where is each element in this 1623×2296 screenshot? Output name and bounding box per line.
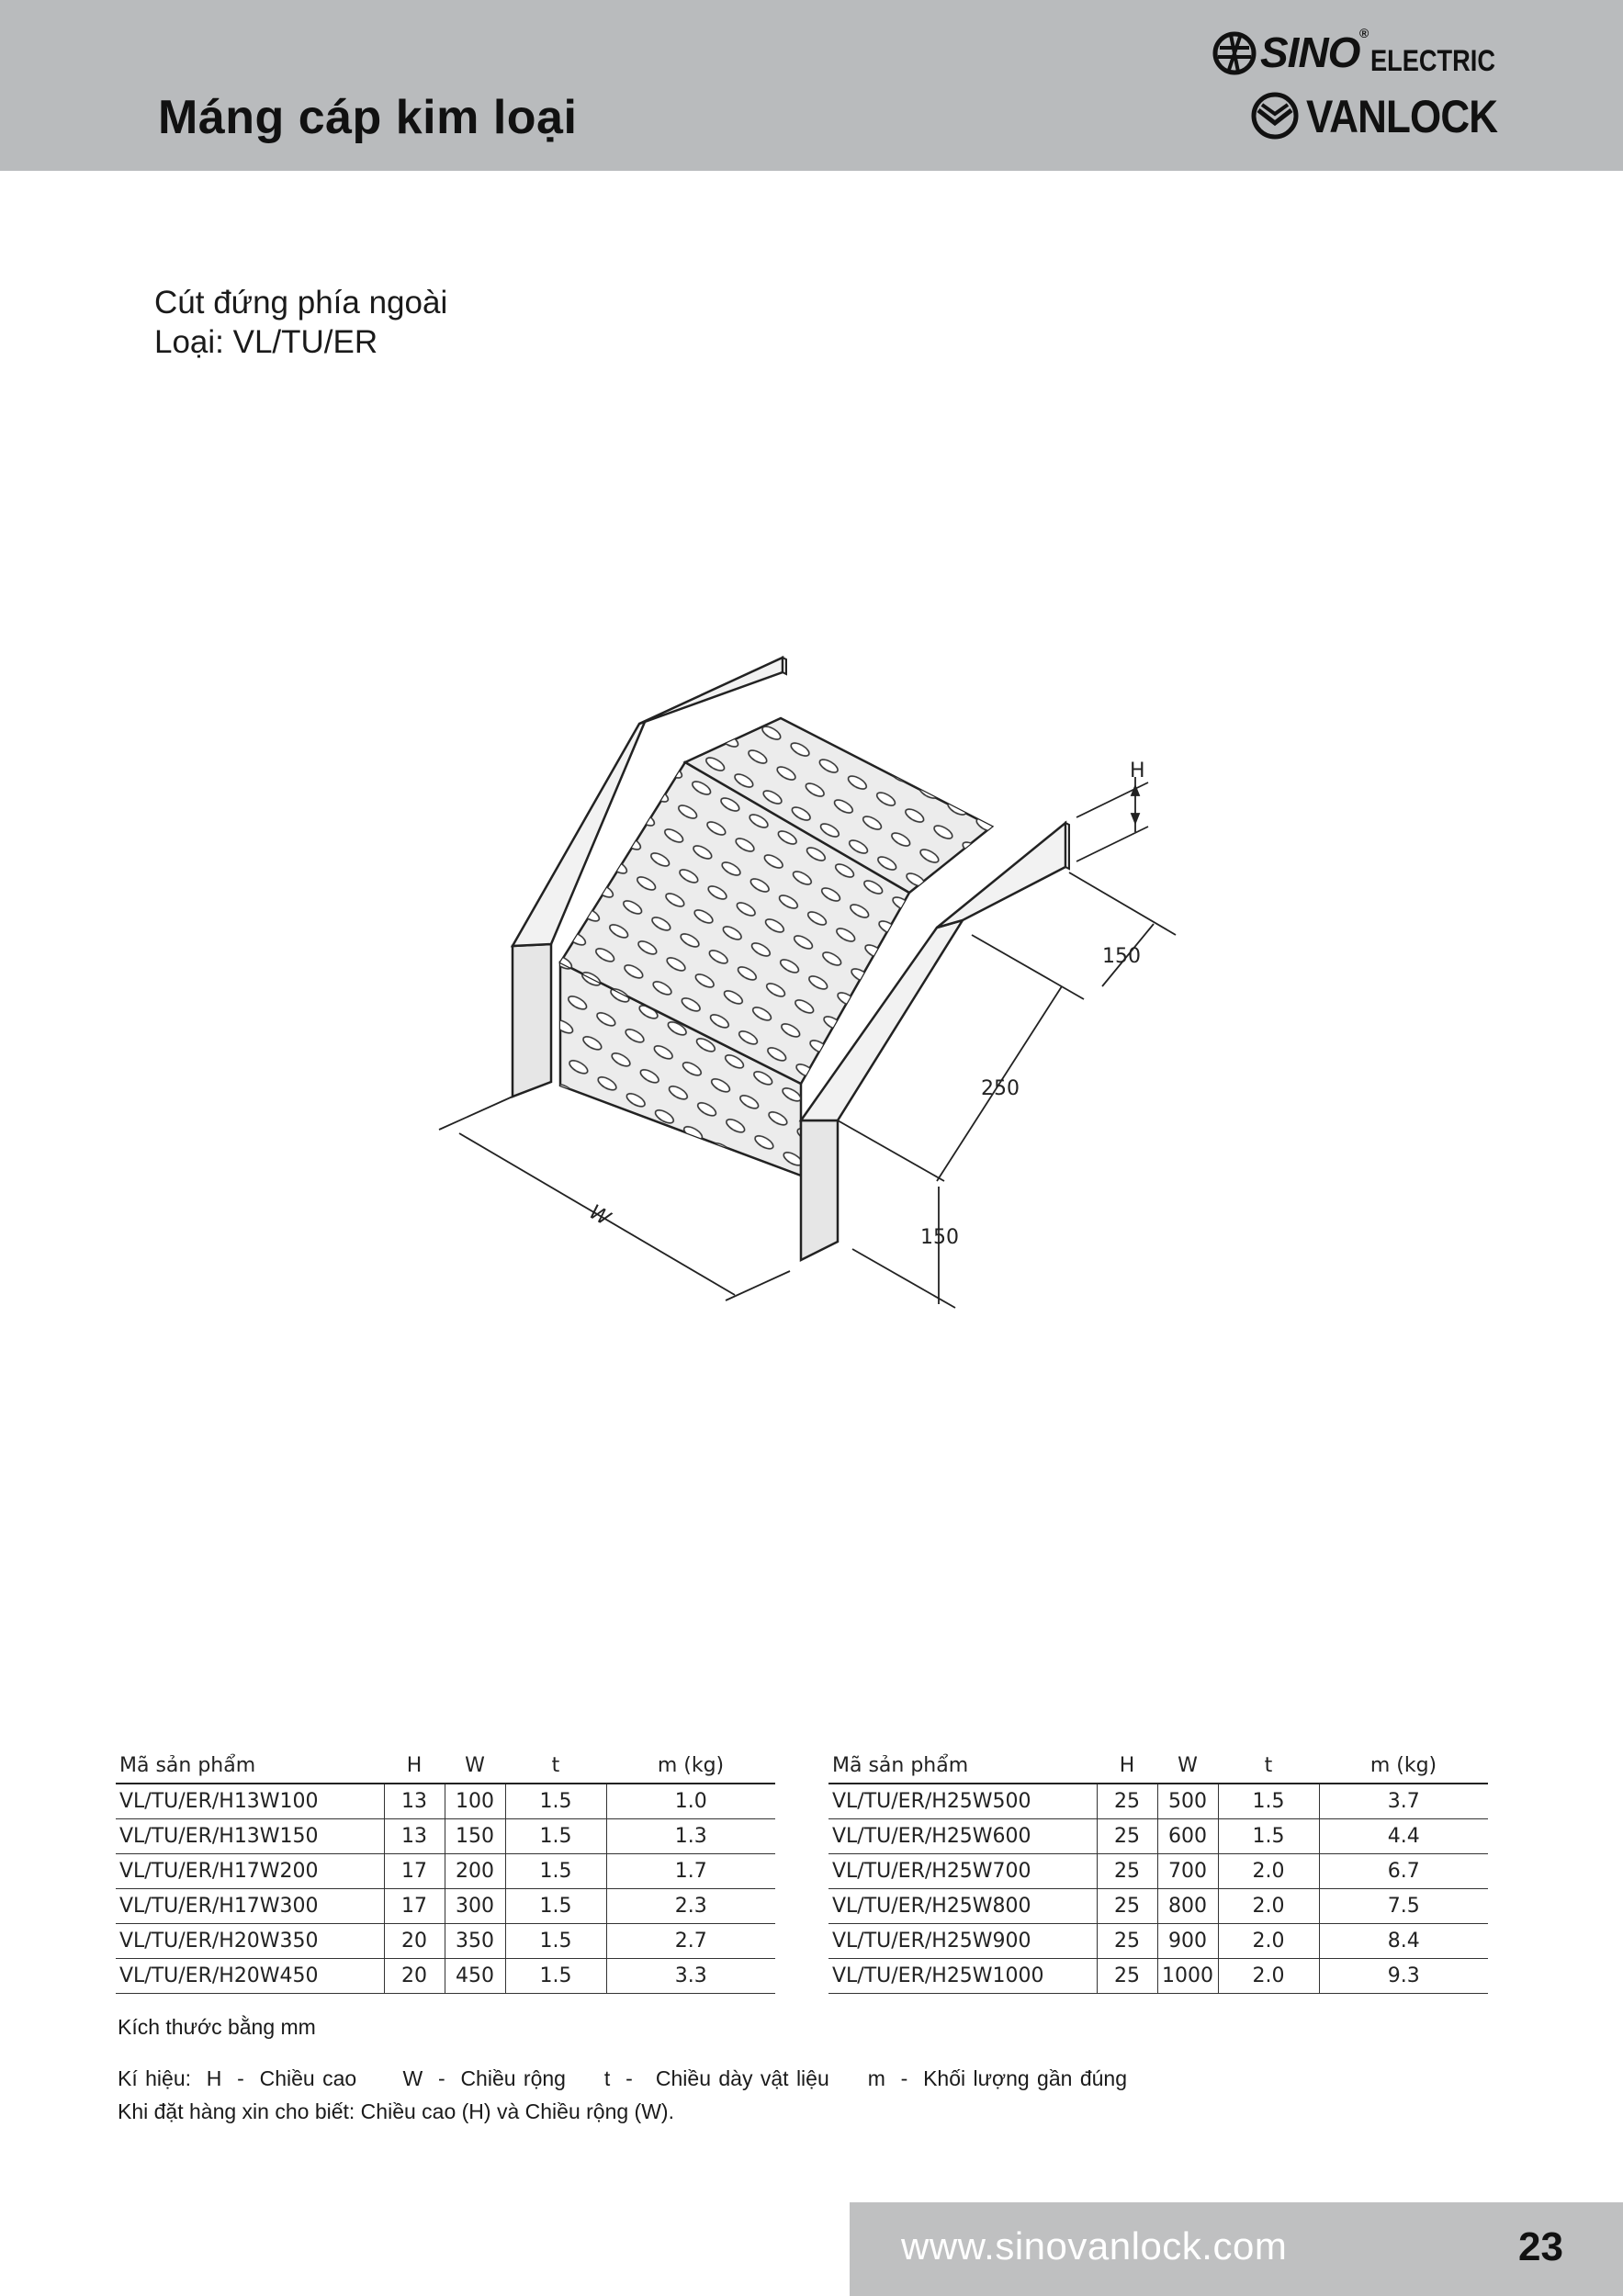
brand-vanlock: VANLOCK	[1306, 91, 1498, 142]
table-header-row	[116, 1749, 775, 1784]
table-row	[828, 1924, 1488, 1959]
table-row	[828, 1854, 1488, 1889]
cell-t: 2.0	[1218, 1854, 1319, 1889]
cell-t: 1.5	[505, 1854, 606, 1889]
cell-w: 200	[445, 1854, 505, 1889]
cell-t: 1.5	[505, 1819, 606, 1854]
cell-h: 25	[1097, 1889, 1157, 1924]
cell-w: 300	[445, 1889, 505, 1924]
page-number: 23	[1518, 2224, 1563, 2269]
header-w: W	[445, 1749, 505, 1784]
cell-m: 3.7	[1319, 1784, 1488, 1819]
cell-w: 450	[445, 1959, 505, 1994]
dim-label-w: W	[585, 1200, 614, 1232]
cell-m: 3.3	[606, 1959, 775, 1994]
cell-m: 8.4	[1319, 1924, 1488, 1959]
cell-t: 2.0	[1218, 1924, 1319, 1959]
header-m: m (kg)	[606, 1749, 775, 1784]
product-type: Loại: VL/TU/ER	[154, 324, 378, 360]
cell-code: VL/TU/ER/H13W100	[116, 1784, 384, 1819]
header-code: Mã sản phẩm	[828, 1749, 1097, 1784]
cell-t: 1.5	[505, 1889, 606, 1924]
cell-code: VL/TU/ER/H25W900	[828, 1924, 1097, 1959]
cell-code: VL/TU/ER/H25W600	[828, 1819, 1097, 1854]
cell-h: 25	[1097, 1924, 1157, 1959]
table-row	[116, 1959, 775, 1994]
cell-h: 25	[1097, 1819, 1157, 1854]
cell-h: 25	[1097, 1959, 1157, 1994]
order-note: Khi đặt hàng xin cho biết: Chiều cao (H) và Chiều rộng (W).	[118, 2099, 674, 2123]
website-url[interactable]: www.sinovanlock.com	[901, 2224, 1288, 2268]
cell-h: 20	[384, 1959, 445, 1994]
cell-h: 20	[384, 1924, 445, 1959]
cell-m: 6.7	[1319, 1854, 1488, 1889]
cell-code: VL/TU/ER/H17W200	[116, 1854, 384, 1889]
cell-t: 1.5	[505, 1784, 606, 1819]
header-code: Mã sản phẩm	[116, 1749, 384, 1784]
cell-code: VL/TU/ER/H25W1000	[828, 1959, 1097, 1994]
product-heading	[154, 283, 447, 362]
cell-h: 17	[384, 1889, 445, 1924]
table-row	[116, 1889, 775, 1924]
header-w: W	[1157, 1749, 1218, 1784]
units-note: Kích thước bằng mm	[118, 2015, 316, 2039]
spec-table-left	[116, 1749, 775, 1994]
dimension-250	[838, 986, 1062, 1181]
cell-w: 900	[1157, 1924, 1218, 1959]
page-header	[0, 0, 1623, 171]
cell-h: 13	[384, 1819, 445, 1854]
dim-label-150-top: 150	[1102, 945, 1141, 968]
sino-electric-logo	[1212, 26, 1516, 79]
page-footer	[850, 2202, 1623, 2296]
page-title: Máng cáp kim loại	[158, 91, 578, 144]
vanlock-logo	[1249, 88, 1525, 143]
header-h: H	[1097, 1749, 1157, 1784]
cell-t: 1.5	[505, 1959, 606, 1994]
cell-m: 1.3	[606, 1819, 775, 1854]
brand-electric: ELECTRIC	[1370, 44, 1495, 77]
symbols-legend: Kí hiệu: H - Chiều cao W - Chiều rộng t - Chiều dày vật liệu m - Khối lượng gần đúng	[118, 2066, 1127, 2090]
cell-h: 25	[1097, 1784, 1157, 1819]
cell-code: VL/TU/ER/H20W450	[116, 1959, 384, 1994]
table-row	[828, 1784, 1488, 1819]
cell-w: 150	[445, 1819, 505, 1854]
cell-w: 100	[445, 1784, 505, 1819]
cell-t: 1.5	[505, 1924, 606, 1959]
cell-t: 1.5	[1218, 1784, 1319, 1819]
table-row	[828, 1889, 1488, 1924]
product-name: Cút đứng phía ngoài	[154, 285, 448, 321]
table-row	[116, 1819, 775, 1854]
cell-w: 800	[1157, 1889, 1218, 1924]
cell-h: 25	[1097, 1854, 1157, 1889]
dim-label-250: 250	[981, 1077, 1020, 1100]
vanlock-emblem-icon	[1249, 90, 1301, 141]
cell-code: VL/TU/ER/H17W300	[116, 1889, 384, 1924]
cell-m: 1.7	[606, 1854, 775, 1889]
cell-code: VL/TU/ER/H13W150	[116, 1819, 384, 1854]
cell-w: 500	[1157, 1784, 1218, 1819]
brand-sino: SINO	[1260, 28, 1360, 76]
cell-w: 600	[1157, 1819, 1218, 1854]
table-row	[828, 1959, 1488, 1994]
sino-globe-icon	[1212, 28, 1258, 81]
cell-code: VL/TU/ER/H25W500	[828, 1784, 1097, 1819]
cell-t: 2.0	[1218, 1889, 1319, 1924]
header-h: H	[384, 1749, 445, 1784]
cell-w: 350	[445, 1924, 505, 1959]
table-row	[116, 1784, 775, 1819]
cable-tray-drawing	[423, 643, 1231, 1322]
header-t: t	[1218, 1749, 1319, 1784]
cell-h: 17	[384, 1854, 445, 1889]
table-header-row	[828, 1749, 1488, 1784]
cell-m: 2.3	[606, 1889, 775, 1924]
table-row	[116, 1854, 775, 1889]
dimension-h	[1076, 777, 1148, 861]
header-t: t	[505, 1749, 606, 1784]
cell-t: 2.0	[1218, 1959, 1319, 1994]
spec-table-right	[828, 1749, 1488, 1994]
cell-m: 7.5	[1319, 1889, 1488, 1924]
cell-h: 13	[384, 1784, 445, 1819]
cell-m: 4.4	[1319, 1819, 1488, 1854]
cell-code: VL/TU/ER/H20W350	[116, 1924, 384, 1959]
header-m: m (kg)	[1319, 1749, 1488, 1784]
dim-label-h: H	[1130, 760, 1145, 782]
cell-t: 1.5	[1218, 1819, 1319, 1854]
cell-code: VL/TU/ER/H25W700	[828, 1854, 1097, 1889]
cell-code: VL/TU/ER/H25W800	[828, 1889, 1097, 1924]
cell-m: 2.7	[606, 1924, 775, 1959]
cell-w: 700	[1157, 1854, 1218, 1889]
dim-label-150-bottom: 150	[920, 1226, 959, 1249]
table-row	[116, 1924, 775, 1959]
cell-m: 9.3	[1319, 1959, 1488, 1994]
cell-m: 1.0	[606, 1784, 775, 1819]
cell-w: 1000	[1157, 1959, 1218, 1994]
registered-mark: ®	[1359, 26, 1369, 40]
table-row	[828, 1819, 1488, 1854]
